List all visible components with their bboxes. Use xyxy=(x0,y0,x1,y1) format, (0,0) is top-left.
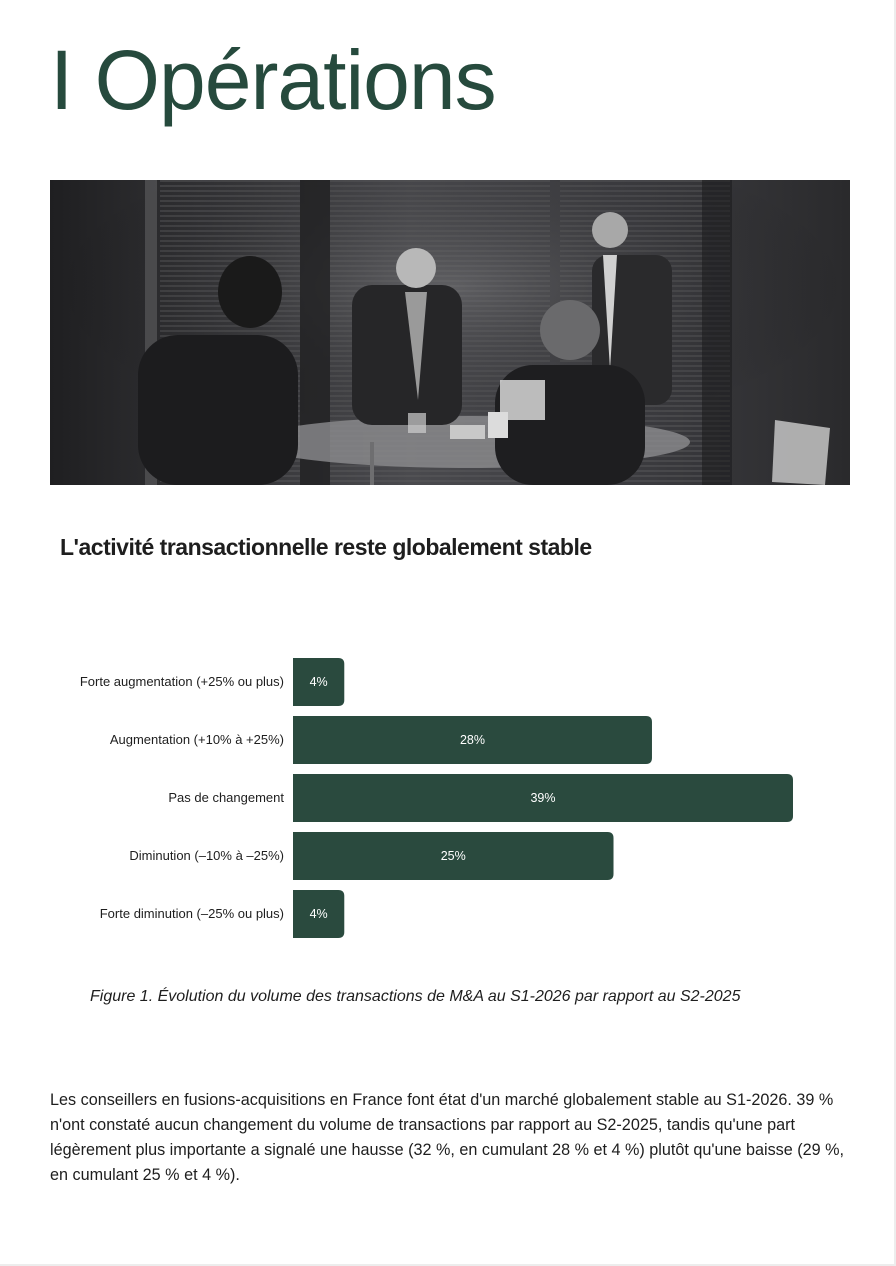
meeting-photo xyxy=(50,180,850,485)
chart-title: L'activité transactionnelle reste globalement stable xyxy=(60,534,592,560)
bar-value-label: 25% xyxy=(440,849,466,863)
bar-category-label: Forte diminution (–25% ou plus) xyxy=(99,906,284,921)
bar-value-label: 28% xyxy=(459,733,486,747)
bar-category-label: Augmentation (+10% à +25%) xyxy=(109,732,284,747)
bar-chart xyxy=(0,650,896,950)
bar-category-label: Forte augmentation (+25% ou plus) xyxy=(79,674,284,689)
bar-value-label: 39% xyxy=(530,791,556,805)
bar-value-label: 4% xyxy=(309,907,328,921)
figure-caption: Figure 1. Évolution du volume des transactions de M&A au S1-2026 par rapport au S2-2025 xyxy=(90,988,741,1005)
section-title: I Opérations xyxy=(50,33,496,127)
bar-category-label: Diminution (–10% à –25%) xyxy=(129,848,284,863)
bar-category-label: Pas de changement xyxy=(168,790,284,805)
body-paragraph: Les conseillers en fusions-acquisitions en France font état d'un marché globalement stable au S1-2026. 39 % n'ont constaté aucun changement du volume de transactions par rapport au S2-2025, tandis qu'une part légèrement plus importante a signalé une hausse (32 %, en cumulant 28 % et 4 %) plutôt qu'une baisse (29 %, en cumulant 25 % et 4 %). xyxy=(50,1091,845,1184)
bar-value-label: 4% xyxy=(309,675,328,689)
